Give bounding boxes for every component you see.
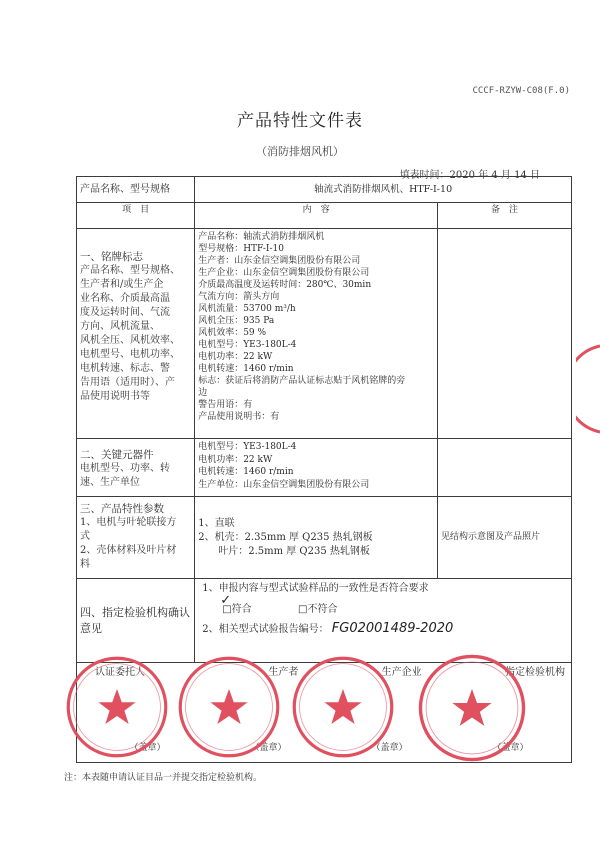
nameplate-line: 边 xyxy=(198,388,208,398)
section1-content-cell xyxy=(195,229,438,439)
model-value-cell: 轴流式消防排烟风机、HTF-I-10 xyxy=(195,177,572,203)
nameplate-line: 电机型号：YE3-180L-4 xyxy=(198,340,297,350)
section2-title: 二、关键元器件 xyxy=(80,449,154,461)
nameplate-line: 电机转速：1460 r/min xyxy=(198,364,294,374)
document-code: CCCF-RZYW-C08(F.0) xyxy=(472,86,570,96)
nameplate-line: 风机流量：53700 m³/h xyxy=(198,304,296,314)
component-line: 生产单位：山东金信空调集团股份有限公司 xyxy=(198,479,370,490)
section2-desc: 电机型号、功率、转 速、生产单位 xyxy=(80,463,170,488)
header-content: 内 容 xyxy=(195,203,438,229)
component-line: 电机型号：YE3-180L-4 xyxy=(198,442,297,452)
section3-desc: 1、电机与叶轮联接方 式 2、壳体材料及叶片材 料 xyxy=(80,517,177,570)
section4-content-cell xyxy=(195,579,572,663)
nameplate-line: 风机效率：59 % xyxy=(198,328,267,338)
header-item: 项 目 xyxy=(77,203,195,229)
seal-note: （盖章） xyxy=(129,743,166,753)
edge-seal-fragment xyxy=(576,344,600,434)
signature-label-entrust: 认证委托人 xyxy=(95,667,145,678)
nameplate-line: 生产企业：山东金信空调集团股份有限公司 xyxy=(198,268,370,278)
section1-title: 一、铭牌标志 xyxy=(80,251,143,263)
component-line: 电机转速：1460 r/min xyxy=(198,467,294,477)
nameplate-line: 产品名称：轴流式消防排烟风机 xyxy=(198,232,325,242)
page-subtitle: （消防排烟风机） xyxy=(256,145,344,158)
section3-remark-cell: 见结构示意图及产品照片 xyxy=(437,497,571,579)
model-label-cell: 产品名称、型号规格 xyxy=(77,177,195,203)
nameplate-line: 警告用语：有 xyxy=(198,400,253,410)
section2-item-cell xyxy=(77,439,195,497)
section1-remark-cell xyxy=(437,229,571,439)
nameplate-line: 电机功率：22 kW xyxy=(198,352,273,362)
q2-text: 2、相关型式试验报告编号： xyxy=(202,624,329,635)
component-line: 电机功率：22 kW xyxy=(198,454,273,465)
section3-item-cell xyxy=(77,497,195,579)
header-remark: 备 注 xyxy=(437,203,571,229)
section4-item-cell xyxy=(77,579,195,663)
param-line: 叶片：2.5mm 厚 Q235 热轧钢板 xyxy=(198,545,370,557)
signature-label-producer: 生产者 xyxy=(268,667,299,678)
seal-note: （盖章） xyxy=(492,743,529,753)
signature-label-lab: 指定检验机构 xyxy=(504,667,565,678)
fill-date: 填表时间：2020 年 4 月 14 日 xyxy=(399,170,540,181)
param-line: 1、直联 xyxy=(198,517,235,529)
seal-note: （盖章） xyxy=(371,743,408,753)
option-no[interactable]: □不符合 xyxy=(298,604,338,615)
section2-remark-cell xyxy=(437,439,571,497)
nameplate-line: 标志：获证后将消防产品认证标志贴于风机铭牌的旁 xyxy=(198,376,406,386)
section4-title: 四、指定检验机构确认意见 xyxy=(80,605,190,635)
company-seal-stamp xyxy=(64,654,170,760)
param-line: 2、机壳：2.35mm 厚 Q235 热轧钢板 xyxy=(198,531,373,543)
footnote: 注：本表随申请认证目品一并提交指定检验机构。 xyxy=(64,773,263,783)
section3-content-cell xyxy=(195,497,438,579)
option-yes[interactable]: □符合 xyxy=(222,604,252,615)
page-title: 产品特性文件表 xyxy=(237,111,363,131)
nameplate-line: 产品使用说明书：有 xyxy=(198,412,280,422)
section1-desc: 产品名称、型号规格、 生产者和/或生产企 业名称、介质最高温 度及运转时间、气流 方向、风机流量、 风机全压、风机效率、 电机型号、电机功率、 电机转速、标志、警 告用语（适用时）、产 品使用说明书等 xyxy=(80,265,180,402)
q1-text: 1、申报内容与型式试验样品的一致性是否符合要求 xyxy=(202,583,429,594)
report-number: FG02001489-2020 xyxy=(331,621,454,636)
inspection-agency-seal-stamp xyxy=(416,652,528,764)
signature-label-manufacturer: 生产企业 xyxy=(381,667,422,678)
section3-title: 三、产品特性参数 xyxy=(80,503,164,515)
nameplate-line: 型号规格：HTF-I-10 xyxy=(198,244,284,254)
nameplate-line: 生产者：山东金信空调集团股份有限公司 xyxy=(198,256,361,266)
nameplate-line: 气流方向：箭头方向 xyxy=(198,292,280,302)
nameplate-line: 介质最高温度及运转时间：280℃、30min xyxy=(198,280,372,290)
section2-content-cell xyxy=(195,439,438,497)
seal-note: （盖章） xyxy=(250,743,287,753)
company-seal-stamp xyxy=(290,654,396,760)
company-seal-stamp xyxy=(176,654,282,760)
nameplate-line: 风机全压：935 Pa xyxy=(198,316,275,326)
section1-item-cell xyxy=(77,229,195,439)
check-mark-icon: ✓ xyxy=(220,593,232,608)
